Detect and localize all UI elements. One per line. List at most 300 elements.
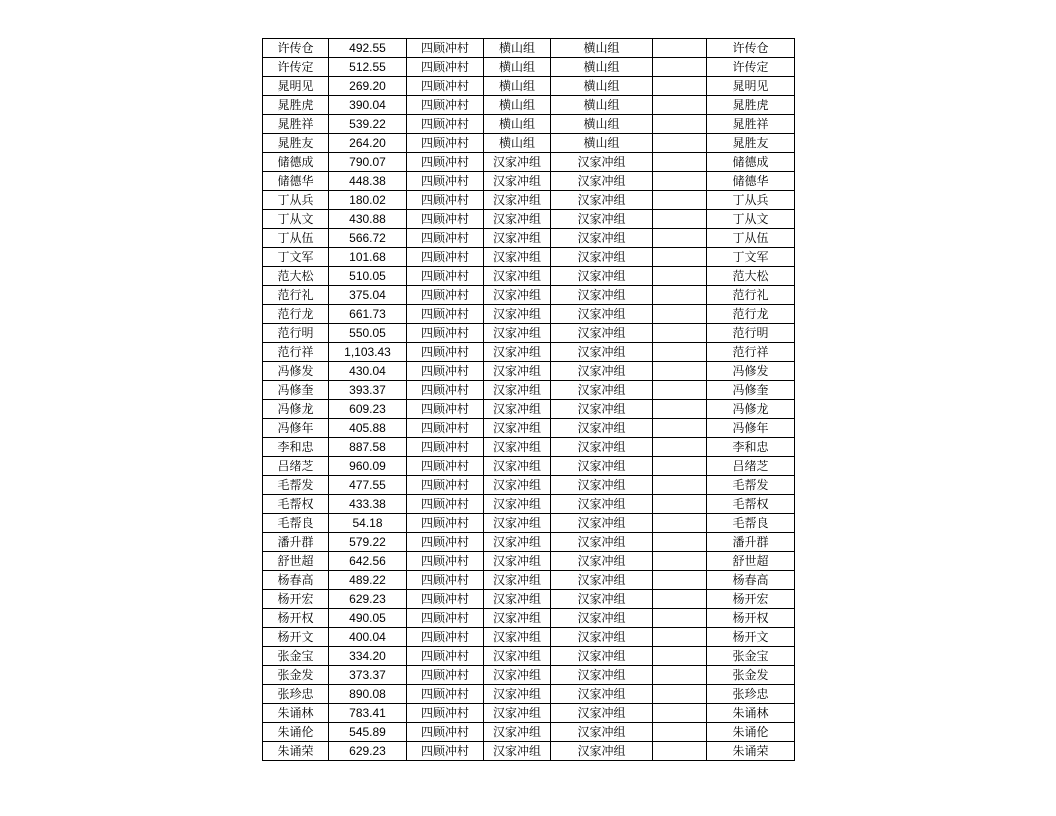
group2-cell: 横山组 xyxy=(551,134,653,153)
blank-cell xyxy=(653,419,707,438)
group2-cell: 汉家冲组 xyxy=(551,666,653,685)
village-cell: 四顾冲村 xyxy=(407,495,484,514)
group2-cell: 汉家冲组 xyxy=(551,533,653,552)
group2-cell: 汉家冲组 xyxy=(551,267,653,286)
group-cell: 汉家冲组 xyxy=(484,229,551,248)
group-cell: 汉家冲组 xyxy=(484,324,551,343)
village-cell: 四顾冲村 xyxy=(407,324,484,343)
group2-cell: 汉家冲组 xyxy=(551,742,653,761)
group2-cell: 横山组 xyxy=(551,77,653,96)
table-row xyxy=(263,229,795,248)
table-row xyxy=(263,210,795,229)
name-cell: 吕绪芝 xyxy=(263,457,329,476)
blank-cell xyxy=(653,400,707,419)
group2-cell: 汉家冲组 xyxy=(551,419,653,438)
amount-cell: 264.20 xyxy=(329,134,407,153)
name-cell: 朱诵荣 xyxy=(263,742,329,761)
name-cell: 许传定 xyxy=(263,58,329,77)
blank-cell xyxy=(653,58,707,77)
name-cell: 范行礼 xyxy=(263,286,329,305)
group2-cell: 汉家冲组 xyxy=(551,685,653,704)
blank-cell xyxy=(653,514,707,533)
group2-cell: 汉家冲组 xyxy=(551,552,653,571)
table-row xyxy=(263,666,795,685)
name2-cell: 范行祥 xyxy=(707,343,795,362)
group2-cell: 汉家冲组 xyxy=(551,438,653,457)
blank-cell xyxy=(653,248,707,267)
blank-cell xyxy=(653,343,707,362)
name-cell: 范大松 xyxy=(263,267,329,286)
group-cell: 汉家冲组 xyxy=(484,438,551,457)
group-cell: 汉家冲组 xyxy=(484,267,551,286)
blank-cell xyxy=(653,647,707,666)
table-row xyxy=(263,305,795,324)
group-cell: 横山组 xyxy=(484,77,551,96)
group2-cell: 横山组 xyxy=(551,39,653,58)
table-row xyxy=(263,609,795,628)
group-cell: 汉家冲组 xyxy=(484,400,551,419)
name-cell: 舒世超 xyxy=(263,552,329,571)
amount-cell: 101.68 xyxy=(329,248,407,267)
group-cell: 横山组 xyxy=(484,58,551,77)
village-cell: 四顾冲村 xyxy=(407,723,484,742)
name2-cell: 丁从伍 xyxy=(707,229,795,248)
amount-cell: 492.55 xyxy=(329,39,407,58)
blank-cell xyxy=(653,628,707,647)
amount-cell: 642.56 xyxy=(329,552,407,571)
village-cell: 四顾冲村 xyxy=(407,229,484,248)
name-cell: 朱诵林 xyxy=(263,704,329,723)
name2-cell: 张金宝 xyxy=(707,647,795,666)
blank-cell xyxy=(653,723,707,742)
amount-cell: 448.38 xyxy=(329,172,407,191)
name2-cell: 晁明见 xyxy=(707,77,795,96)
name2-cell: 李和忠 xyxy=(707,438,795,457)
blank-cell xyxy=(653,590,707,609)
table-row xyxy=(263,533,795,552)
name-cell: 杨春高 xyxy=(263,571,329,590)
village-cell: 四顾冲村 xyxy=(407,172,484,191)
name-cell: 杨开权 xyxy=(263,609,329,628)
amount-cell: 539.22 xyxy=(329,115,407,134)
table-row xyxy=(263,723,795,742)
name2-cell: 杨开权 xyxy=(707,609,795,628)
name2-cell: 冯修奎 xyxy=(707,381,795,400)
amount-cell: 545.89 xyxy=(329,723,407,742)
table-row xyxy=(263,628,795,647)
name2-cell: 毛帮权 xyxy=(707,495,795,514)
group2-cell: 汉家冲组 xyxy=(551,495,653,514)
village-cell: 四顾冲村 xyxy=(407,58,484,77)
blank-cell xyxy=(653,438,707,457)
table-row xyxy=(263,590,795,609)
amount-cell: 54.18 xyxy=(329,514,407,533)
group-cell: 汉家冲组 xyxy=(484,305,551,324)
blank-cell xyxy=(653,210,707,229)
name-cell: 张珍忠 xyxy=(263,685,329,704)
blank-cell xyxy=(653,609,707,628)
table-row xyxy=(263,134,795,153)
name2-cell: 潘升群 xyxy=(707,533,795,552)
amount-cell: 512.55 xyxy=(329,58,407,77)
group2-cell: 汉家冲组 xyxy=(551,723,653,742)
name-cell: 丁从伍 xyxy=(263,229,329,248)
amount-cell: 490.05 xyxy=(329,609,407,628)
group-cell: 汉家冲组 xyxy=(484,685,551,704)
blank-cell xyxy=(653,571,707,590)
group-cell: 横山组 xyxy=(484,134,551,153)
village-cell: 四顾冲村 xyxy=(407,571,484,590)
blank-cell xyxy=(653,115,707,134)
group-cell: 汉家冲组 xyxy=(484,343,551,362)
amount-cell: 489.22 xyxy=(329,571,407,590)
blank-cell xyxy=(653,77,707,96)
blank-cell xyxy=(653,324,707,343)
amount-cell: 1,103.43 xyxy=(329,343,407,362)
amount-cell: 887.58 xyxy=(329,438,407,457)
village-cell: 四顾冲村 xyxy=(407,39,484,58)
amount-cell: 661.73 xyxy=(329,305,407,324)
blank-cell xyxy=(653,39,707,58)
amount-cell: 390.04 xyxy=(329,96,407,115)
village-cell: 四顾冲村 xyxy=(407,476,484,495)
name-cell: 晁明见 xyxy=(263,77,329,96)
group-cell: 汉家冲组 xyxy=(484,514,551,533)
village-cell: 四顾冲村 xyxy=(407,685,484,704)
table-row xyxy=(263,514,795,533)
village-cell: 四顾冲村 xyxy=(407,381,484,400)
group2-cell: 汉家冲组 xyxy=(551,343,653,362)
group-cell: 汉家冲组 xyxy=(484,153,551,172)
name2-cell: 丁文军 xyxy=(707,248,795,267)
name-cell: 储德华 xyxy=(263,172,329,191)
village-cell: 四顾冲村 xyxy=(407,590,484,609)
name-cell: 晁胜祥 xyxy=(263,115,329,134)
group2-cell: 汉家冲组 xyxy=(551,476,653,495)
blank-cell xyxy=(653,704,707,723)
name2-cell: 朱诵荣 xyxy=(707,742,795,761)
blank-cell xyxy=(653,742,707,761)
group2-cell: 汉家冲组 xyxy=(551,362,653,381)
blank-cell xyxy=(653,495,707,514)
name2-cell: 冯修发 xyxy=(707,362,795,381)
name2-cell: 吕绪芝 xyxy=(707,457,795,476)
group-cell: 汉家冲组 xyxy=(484,628,551,647)
name-cell: 潘升群 xyxy=(263,533,329,552)
table-row xyxy=(263,704,795,723)
name2-cell: 朱诵林 xyxy=(707,704,795,723)
village-cell: 四顾冲村 xyxy=(407,666,484,685)
name-cell: 冯修奎 xyxy=(263,381,329,400)
blank-cell xyxy=(653,96,707,115)
village-cell: 四顾冲村 xyxy=(407,191,484,210)
name-cell: 晁胜虎 xyxy=(263,96,329,115)
table-row xyxy=(263,476,795,495)
group2-cell: 汉家冲组 xyxy=(551,609,653,628)
group2-cell: 汉家冲组 xyxy=(551,400,653,419)
table-row xyxy=(263,77,795,96)
name-cell: 丁从文 xyxy=(263,210,329,229)
village-cell: 四顾冲村 xyxy=(407,742,484,761)
amount-cell: 790.07 xyxy=(329,153,407,172)
blank-cell xyxy=(653,362,707,381)
table-row xyxy=(263,96,795,115)
village-cell: 四顾冲村 xyxy=(407,286,484,305)
name-cell: 范行明 xyxy=(263,324,329,343)
name-cell: 杨开宏 xyxy=(263,590,329,609)
village-cell: 四顾冲村 xyxy=(407,210,484,229)
name2-cell: 范行礼 xyxy=(707,286,795,305)
name-cell: 张金发 xyxy=(263,666,329,685)
village-cell: 四顾冲村 xyxy=(407,305,484,324)
village-cell: 四顾冲村 xyxy=(407,609,484,628)
group-cell: 汉家冲组 xyxy=(484,723,551,742)
table-row xyxy=(263,742,795,761)
village-cell: 四顾冲村 xyxy=(407,96,484,115)
table-row xyxy=(263,153,795,172)
amount-cell: 430.04 xyxy=(329,362,407,381)
group-cell: 汉家冲组 xyxy=(484,495,551,514)
amount-cell: 393.37 xyxy=(329,381,407,400)
group-cell: 汉家冲组 xyxy=(484,419,551,438)
name-cell: 冯修龙 xyxy=(263,400,329,419)
blank-cell xyxy=(653,229,707,248)
village-cell: 四顾冲村 xyxy=(407,438,484,457)
group-cell: 汉家冲组 xyxy=(484,476,551,495)
village-cell: 四顾冲村 xyxy=(407,77,484,96)
group-cell: 汉家冲组 xyxy=(484,286,551,305)
name-cell: 范行祥 xyxy=(263,343,329,362)
group2-cell: 汉家冲组 xyxy=(551,457,653,476)
table-row xyxy=(263,324,795,343)
data-table xyxy=(262,38,795,761)
blank-cell xyxy=(653,153,707,172)
amount-cell: 510.05 xyxy=(329,267,407,286)
name-cell: 晁胜友 xyxy=(263,134,329,153)
village-cell: 四顾冲村 xyxy=(407,153,484,172)
group2-cell: 汉家冲组 xyxy=(551,590,653,609)
group-cell: 汉家冲组 xyxy=(484,248,551,267)
group-cell: 汉家冲组 xyxy=(484,609,551,628)
name-cell: 朱诵伦 xyxy=(263,723,329,742)
table-body xyxy=(263,39,795,761)
table-row xyxy=(263,552,795,571)
blank-cell xyxy=(653,685,707,704)
table-row xyxy=(263,457,795,476)
village-cell: 四顾冲村 xyxy=(407,647,484,666)
table-row xyxy=(263,647,795,666)
group-cell: 汉家冲组 xyxy=(484,647,551,666)
name2-cell: 张金发 xyxy=(707,666,795,685)
village-cell: 四顾冲村 xyxy=(407,628,484,647)
group2-cell: 汉家冲组 xyxy=(551,191,653,210)
amount-cell: 609.23 xyxy=(329,400,407,419)
group-cell: 汉家冲组 xyxy=(484,666,551,685)
group2-cell: 汉家冲组 xyxy=(551,514,653,533)
amount-cell: 400.04 xyxy=(329,628,407,647)
group-cell: 横山组 xyxy=(484,96,551,115)
table-row xyxy=(263,419,795,438)
name-cell: 毛帮发 xyxy=(263,476,329,495)
village-cell: 四顾冲村 xyxy=(407,115,484,134)
name2-cell: 范大松 xyxy=(707,267,795,286)
name-cell: 毛帮良 xyxy=(263,514,329,533)
amount-cell: 550.05 xyxy=(329,324,407,343)
amount-cell: 430.88 xyxy=(329,210,407,229)
blank-cell xyxy=(653,533,707,552)
group-cell: 汉家冲组 xyxy=(484,210,551,229)
name-cell: 冯修年 xyxy=(263,419,329,438)
amount-cell: 783.41 xyxy=(329,704,407,723)
name2-cell: 杨开宏 xyxy=(707,590,795,609)
blank-cell xyxy=(653,552,707,571)
name2-cell: 许传仓 xyxy=(707,39,795,58)
village-cell: 四顾冲村 xyxy=(407,267,484,286)
group-cell: 汉家冲组 xyxy=(484,533,551,552)
group-cell: 汉家冲组 xyxy=(484,704,551,723)
table-row xyxy=(263,58,795,77)
name2-cell: 毛帮发 xyxy=(707,476,795,495)
group2-cell: 汉家冲组 xyxy=(551,704,653,723)
table-row xyxy=(263,685,795,704)
amount-cell: 269.20 xyxy=(329,77,407,96)
name2-cell: 储德成 xyxy=(707,153,795,172)
amount-cell: 405.88 xyxy=(329,419,407,438)
group-cell: 汉家冲组 xyxy=(484,457,551,476)
table-row xyxy=(263,172,795,191)
amount-cell: 433.38 xyxy=(329,495,407,514)
table-row xyxy=(263,267,795,286)
group2-cell: 横山组 xyxy=(551,115,653,134)
blank-cell xyxy=(653,666,707,685)
group-cell: 汉家冲组 xyxy=(484,742,551,761)
blank-cell xyxy=(653,381,707,400)
village-cell: 四顾冲村 xyxy=(407,248,484,267)
village-cell: 四顾冲村 xyxy=(407,457,484,476)
name2-cell: 毛帮良 xyxy=(707,514,795,533)
name2-cell: 许传定 xyxy=(707,58,795,77)
village-cell: 四顾冲村 xyxy=(407,533,484,552)
name-cell: 李和忠 xyxy=(263,438,329,457)
table-row xyxy=(263,438,795,457)
group2-cell: 横山组 xyxy=(551,58,653,77)
group-cell: 汉家冲组 xyxy=(484,571,551,590)
name2-cell: 杨春高 xyxy=(707,571,795,590)
group2-cell: 汉家冲组 xyxy=(551,153,653,172)
name-cell: 张金宝 xyxy=(263,647,329,666)
name2-cell: 张珍忠 xyxy=(707,685,795,704)
name2-cell: 丁从文 xyxy=(707,210,795,229)
blank-cell xyxy=(653,476,707,495)
group2-cell: 汉家冲组 xyxy=(551,172,653,191)
amount-cell: 579.22 xyxy=(329,533,407,552)
blank-cell xyxy=(653,305,707,324)
blank-cell xyxy=(653,191,707,210)
blank-cell xyxy=(653,267,707,286)
name2-cell: 杨开文 xyxy=(707,628,795,647)
group2-cell: 汉家冲组 xyxy=(551,305,653,324)
group-cell: 横山组 xyxy=(484,115,551,134)
amount-cell: 566.72 xyxy=(329,229,407,248)
village-cell: 四顾冲村 xyxy=(407,514,484,533)
table-row xyxy=(263,571,795,590)
name2-cell: 晁胜友 xyxy=(707,134,795,153)
group2-cell: 汉家冲组 xyxy=(551,628,653,647)
group-cell: 汉家冲组 xyxy=(484,590,551,609)
group2-cell: 汉家冲组 xyxy=(551,210,653,229)
blank-cell xyxy=(653,172,707,191)
table-row xyxy=(263,286,795,305)
name-cell: 冯修发 xyxy=(263,362,329,381)
name2-cell: 冯修年 xyxy=(707,419,795,438)
name2-cell: 晁胜虎 xyxy=(707,96,795,115)
table-row xyxy=(263,381,795,400)
name2-cell: 晁胜祥 xyxy=(707,115,795,134)
group2-cell: 汉家冲组 xyxy=(551,571,653,590)
name2-cell: 范行明 xyxy=(707,324,795,343)
name-cell: 丁从兵 xyxy=(263,191,329,210)
name-cell: 毛帮权 xyxy=(263,495,329,514)
name-cell: 范行龙 xyxy=(263,305,329,324)
group-cell: 汉家冲组 xyxy=(484,381,551,400)
village-cell: 四顾冲村 xyxy=(407,343,484,362)
village-cell: 四顾冲村 xyxy=(407,362,484,381)
group2-cell: 汉家冲组 xyxy=(551,248,653,267)
amount-cell: 629.23 xyxy=(329,590,407,609)
amount-cell: 180.02 xyxy=(329,191,407,210)
name-cell: 许传仓 xyxy=(263,39,329,58)
table-row xyxy=(263,362,795,381)
village-cell: 四顾冲村 xyxy=(407,419,484,438)
name-cell: 丁文军 xyxy=(263,248,329,267)
amount-cell: 629.23 xyxy=(329,742,407,761)
group2-cell: 横山组 xyxy=(551,96,653,115)
table-row xyxy=(263,343,795,362)
amount-cell: 477.55 xyxy=(329,476,407,495)
blank-cell xyxy=(653,134,707,153)
amount-cell: 373.37 xyxy=(329,666,407,685)
village-cell: 四顾冲村 xyxy=(407,552,484,571)
group2-cell: 汉家冲组 xyxy=(551,381,653,400)
group2-cell: 汉家冲组 xyxy=(551,324,653,343)
table-row xyxy=(263,400,795,419)
village-cell: 四顾冲村 xyxy=(407,134,484,153)
village-cell: 四顾冲村 xyxy=(407,400,484,419)
name2-cell: 储德华 xyxy=(707,172,795,191)
name2-cell: 范行龙 xyxy=(707,305,795,324)
amount-cell: 960.09 xyxy=(329,457,407,476)
table-row xyxy=(263,248,795,267)
group-cell: 横山组 xyxy=(484,39,551,58)
table-row xyxy=(263,191,795,210)
blank-cell xyxy=(653,457,707,476)
group2-cell: 汉家冲组 xyxy=(551,647,653,666)
table-row xyxy=(263,115,795,134)
name-cell: 储德成 xyxy=(263,153,329,172)
amount-cell: 334.20 xyxy=(329,647,407,666)
name2-cell: 舒世超 xyxy=(707,552,795,571)
group2-cell: 汉家冲组 xyxy=(551,229,653,248)
group-cell: 汉家冲组 xyxy=(484,552,551,571)
group-cell: 汉家冲组 xyxy=(484,172,551,191)
village-cell: 四顾冲村 xyxy=(407,704,484,723)
name2-cell: 冯修龙 xyxy=(707,400,795,419)
name2-cell: 朱诵伦 xyxy=(707,723,795,742)
blank-cell xyxy=(653,286,707,305)
table-row xyxy=(263,495,795,514)
group-cell: 汉家冲组 xyxy=(484,362,551,381)
group2-cell: 汉家冲组 xyxy=(551,286,653,305)
